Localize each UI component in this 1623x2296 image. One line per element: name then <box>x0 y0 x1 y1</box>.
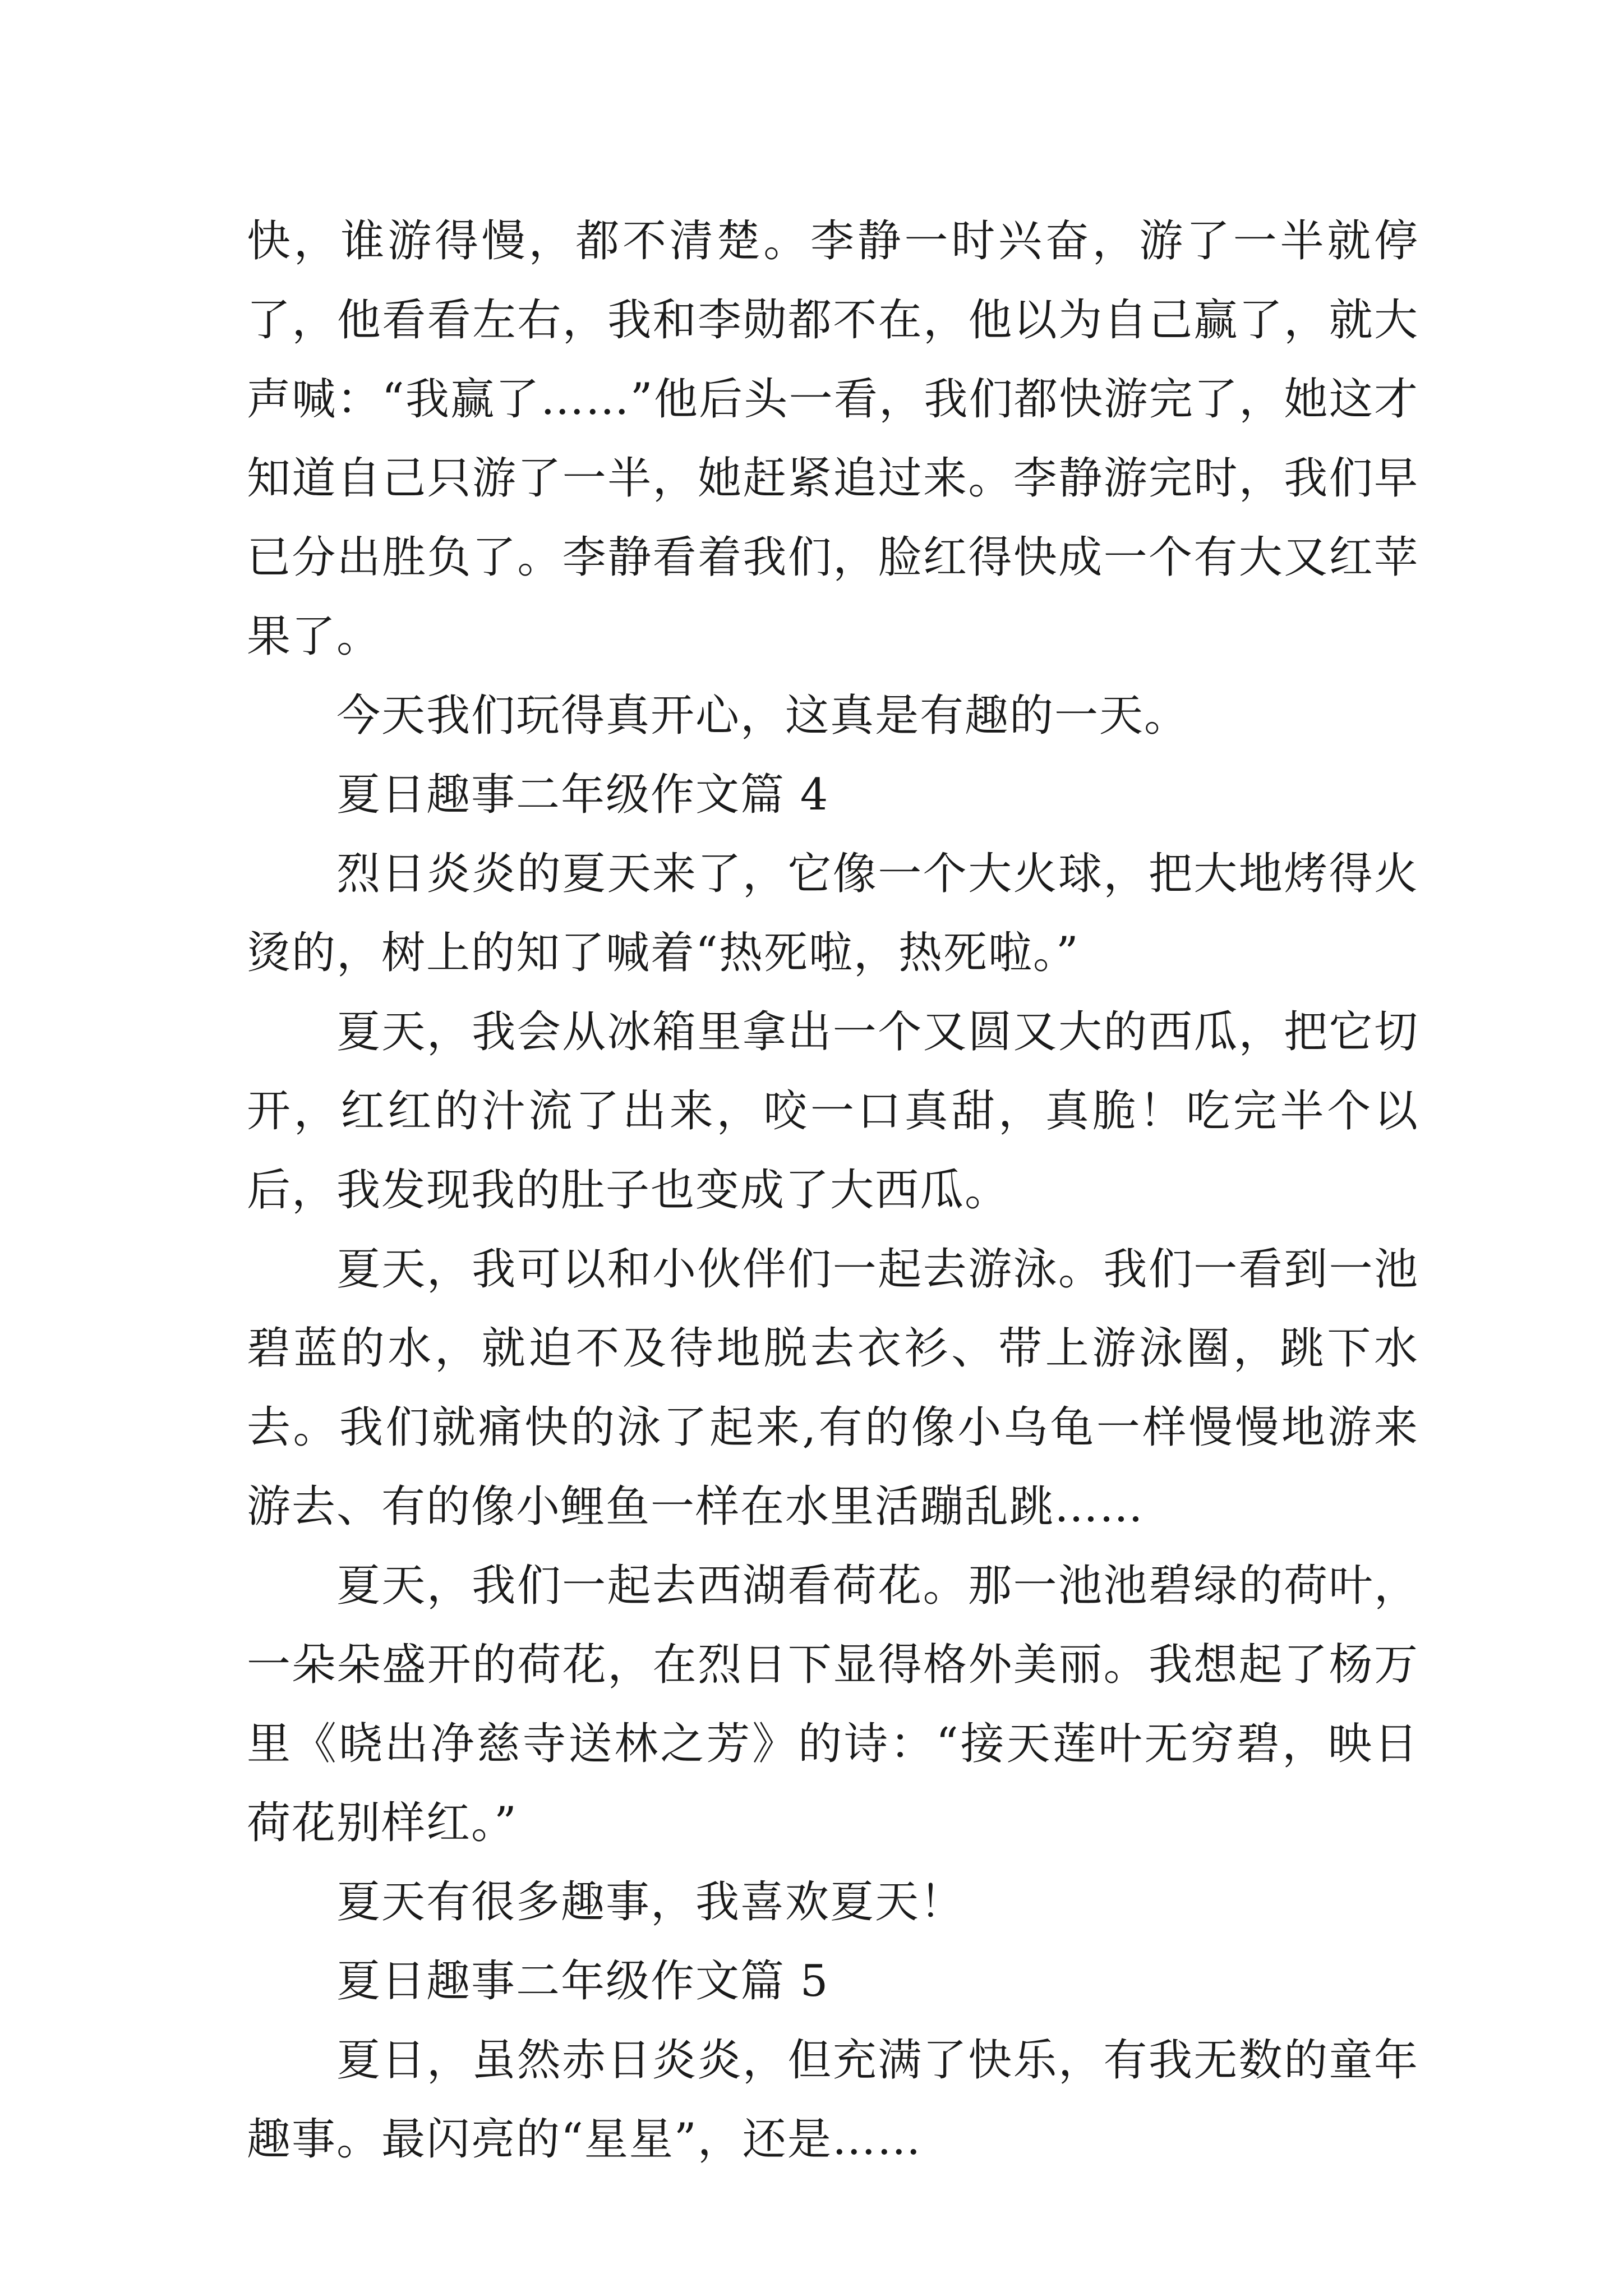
paragraph: 夏日，虽然赤日炎炎，但充满了快乐，有我无数的童年趣事。最闪亮的“星星”，还是…… <box>247 2035 1419 2165</box>
document-body <box>247 202 1419 2179</box>
section-heading: 夏日趣事二年级作文篇 5 <box>336 1956 829 2007</box>
paragraph-continuation: 快，谁游得慢，都不清楚。李静一时兴奋，游了一半就停了，他看看左右，我和李勋都不在，他以为自己赢了，就大声喊：“我赢了……”他后头一看，我们都快游完了，她这才知道自己只游了一半，她赶紧追过来。李静游完时，我们早已分出胜负了。李静看着我们，脸红得快成一个有大又红苹果了。 <box>247 216 1419 662</box>
paragraph: 夏天，我可以和小伙伴们一起去游泳。我们一看到一池碧蓝的水，就迫不及待地脱去衣衫、带上游泳圈，跳下水去。我们就痛快的泳了起来,有的像小乌龟一样慢慢地游来游去、有的像小鲤鱼一样在水里活蹦乱跳…… <box>247 1244 1419 1532</box>
section-heading: 夏日趣事二年级作文篇 4 <box>336 770 829 820</box>
paragraph: 夏天有很多趣事，我喜欢夏天！ <box>336 1877 965 1927</box>
paragraph: 今天我们玩得真开心，这真是有趣的一天。 <box>336 691 1189 741</box>
paragraph: 烈日炎炎的夏天来了，它像一个大火球，把大地烤得火烫的，树上的知了喊着“热死啦，热死啦。” <box>247 849 1419 978</box>
paragraph: 夏天，我会从冰箱里拿出一个又圆又大的西瓜，把它切开，红红的汁流了出来，咬一口真甜，真脆！吃完半个以后，我发现我的肚子也变成了大西瓜。 <box>247 1007 1419 1216</box>
paragraph: 夏天，我们一起去西湖看荷花。那一池池碧绿的荷叶，一朵朵盛开的荷花，在烈日下显得格外美丽。我想起了杨万里《晓出净慈寺送林之芳》的诗：“接天莲叶无穷碧，映日荷花别样红。” <box>247 1561 1419 1848</box>
